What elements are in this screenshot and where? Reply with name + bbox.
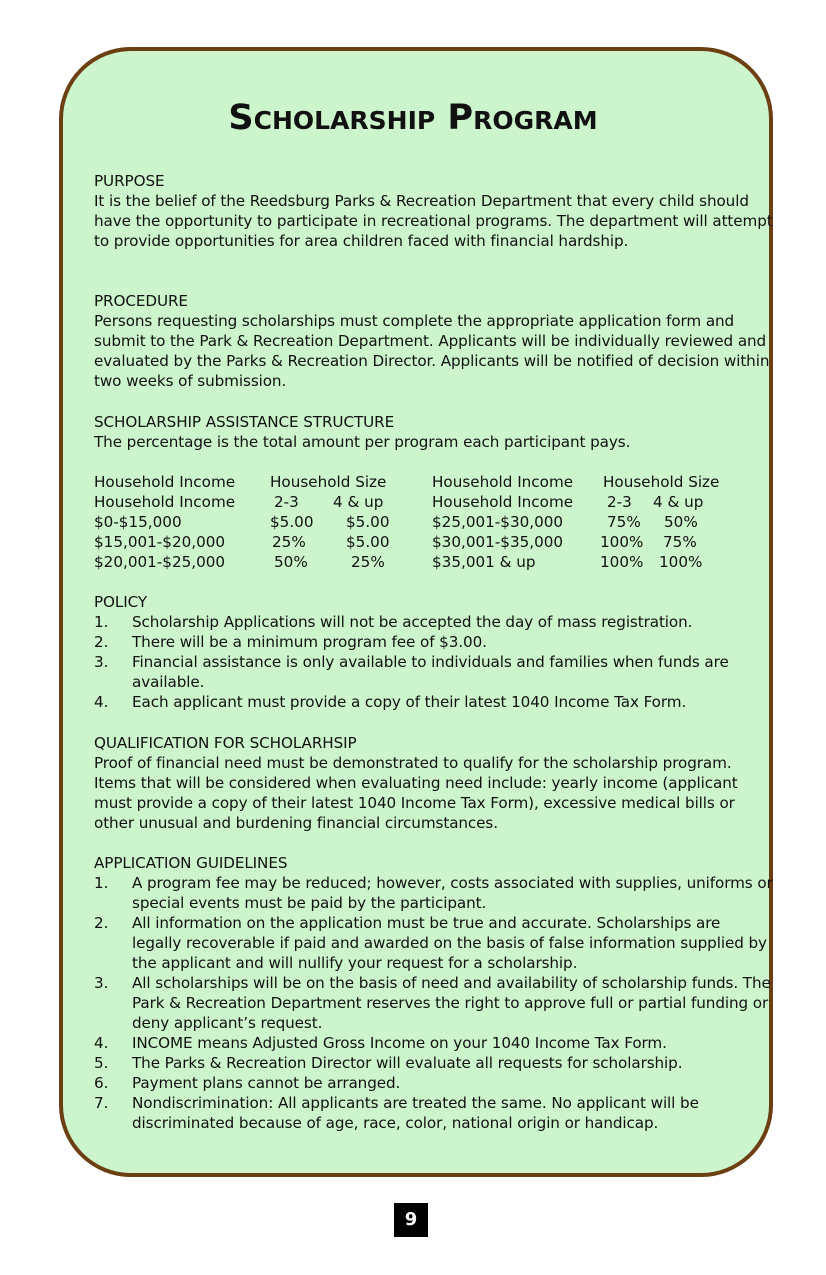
list-item	[94, 632, 774, 652]
table-subheader-4-up: 4 & up	[653, 493, 704, 511]
list-text: Financial assistance is only available to individuals and families when funds are available.	[132, 653, 729, 691]
list-number: 3.	[94, 653, 109, 671]
qualification-text: Proof of financial need must be demonstrated to qualify for the scholarship program. Items that will be considered when evaluating need include: yearly income (applicant must provide a copy of their latest 1040 Income Tax Form), excessive medical bills or other unusual and burdening financial circumstances.	[94, 754, 738, 832]
table-header-income: Household Income	[94, 473, 236, 491]
list-number: 2.	[94, 633, 109, 651]
table-subheader-income: Household Income	[432, 493, 574, 511]
list-number: 3.	[94, 974, 109, 992]
table-cell: $30,001-$35,000	[432, 533, 564, 551]
list-text: All scholarships will be on the basis of need and availability of scholarship funds. The Park & Recreation Department reserves the right to approve full or partial funding or deny applicant’s request.	[132, 974, 771, 1032]
procedure-section	[94, 291, 774, 391]
list-number: 4.	[94, 1034, 109, 1052]
table-header-income: Household Income	[432, 473, 574, 491]
list-item	[94, 1053, 774, 1073]
table-cell: 75%	[663, 533, 697, 551]
list-item	[94, 1033, 774, 1053]
purpose-heading: PURPOSE	[94, 172, 165, 190]
purpose-section	[94, 171, 774, 251]
table-cell: $25,001-$30,000	[432, 513, 564, 531]
list-number: 6.	[94, 1074, 109, 1092]
procedure-heading: PROCEDURE	[94, 292, 188, 310]
list-item	[94, 873, 774, 913]
list-number: 7.	[94, 1094, 109, 1112]
policy-heading: POLICY	[94, 593, 148, 611]
list-text: Each applicant must provide a copy of their latest 1040 Income Tax Form.	[132, 693, 687, 711]
table-cell: 25%	[351, 553, 385, 571]
table-subheader-2-3: 2-3	[274, 493, 299, 511]
table-header-size: Household Size	[603, 473, 720, 491]
table-cell: 100%	[600, 553, 644, 571]
table-cell: 100%	[659, 553, 703, 571]
list-text: There will be a minimum program fee of $3.00.	[132, 633, 487, 651]
list-text: The Parks & Recreation Director will evaluate all requests for scholarship.	[132, 1054, 683, 1072]
table-cell: 75%	[607, 513, 641, 531]
qualification-heading: QUALIFICATION FOR SCHOLARHSIP	[94, 734, 357, 752]
table-cell: 100%	[600, 533, 644, 551]
structure-section	[94, 412, 774, 452]
list-text: A program fee may be reduced; however, costs associated with supplies, uniforms or special events must be paid by the participant.	[132, 874, 773, 912]
list-number: 1.	[94, 874, 109, 892]
list-text: Scholarship Applications will not be accepted the day of mass registration.	[132, 613, 693, 631]
list-number: 2.	[94, 914, 109, 932]
list-text: All information on the application must be true and accurate. Scholarships are legally recoverable if paid and awarded on the basis of false information supplied by the applicant and will nullify your request for a scholarship.	[132, 914, 767, 972]
list-item	[94, 692, 774, 712]
table-subheader-2-3: 2-3	[607, 493, 632, 511]
list-item	[94, 973, 774, 1033]
guidelines-section	[94, 853, 774, 1133]
list-number: 5.	[94, 1054, 109, 1072]
table-cell: $5.00	[346, 533, 390, 551]
qualification-section	[94, 733, 774, 833]
page-number: 9	[394, 1203, 428, 1237]
list-item	[94, 612, 774, 632]
policy-section	[94, 592, 774, 712]
table-cell: $5.00	[270, 513, 314, 531]
table-cell: $5.00	[346, 513, 390, 531]
purpose-text: It is the belief of the Reedsburg Parks & Recreation Department that every child should have the opportunity to participate in recreational programs. The department will attempt to provide opportunities for area children faced with financial hardship.	[94, 192, 773, 250]
table-cell: 25%	[272, 533, 306, 551]
table-cell: 50%	[664, 513, 698, 531]
table-cell: $35,001 & up	[432, 553, 536, 571]
table-subheader-income: Household Income	[94, 493, 236, 511]
list-text: Payment plans cannot be arranged.	[132, 1074, 401, 1092]
table-cell: $0-$15,000	[94, 513, 182, 531]
structure-heading: SCHOLARSHIP ASSISTANCE STRUCTURE	[94, 413, 395, 431]
structure-text: The percentage is the total amount per program each participant pays.	[94, 433, 631, 451]
table-cell: $20,001-$25,000	[94, 553, 226, 571]
table-subheader-4-up: 4 & up	[333, 493, 384, 511]
table-header-size: Household Size	[270, 473, 387, 491]
list-number: 4.	[94, 693, 109, 711]
list-number: 1.	[94, 613, 109, 631]
list-text: Nondiscrimination: All applicants are treated the same. No applicant will be discriminated because of age, race, color, national origin or handicap.	[132, 1094, 699, 1132]
guidelines-heading: APPLICATION GUIDELINES	[94, 854, 288, 872]
list-text: INCOME means Adjusted Gross Income on your 1040 Income Tax Form.	[132, 1034, 667, 1052]
table-cell: 50%	[274, 553, 308, 571]
list-item	[94, 652, 774, 692]
list-item	[94, 913, 774, 973]
list-item	[94, 1073, 774, 1093]
page-title: Scholarship Program	[228, 98, 598, 138]
list-item	[94, 1093, 774, 1133]
procedure-text: Persons requesting scholarships must complete the appropriate application form and submit to the Park & Recreation Department. Applicants will be individually reviewed and evaluated by the Parks & Recreation Director. Applicants will be notified of decision within two weeks of submission.	[94, 312, 770, 390]
table-cell: $15,001-$20,000	[94, 533, 226, 551]
